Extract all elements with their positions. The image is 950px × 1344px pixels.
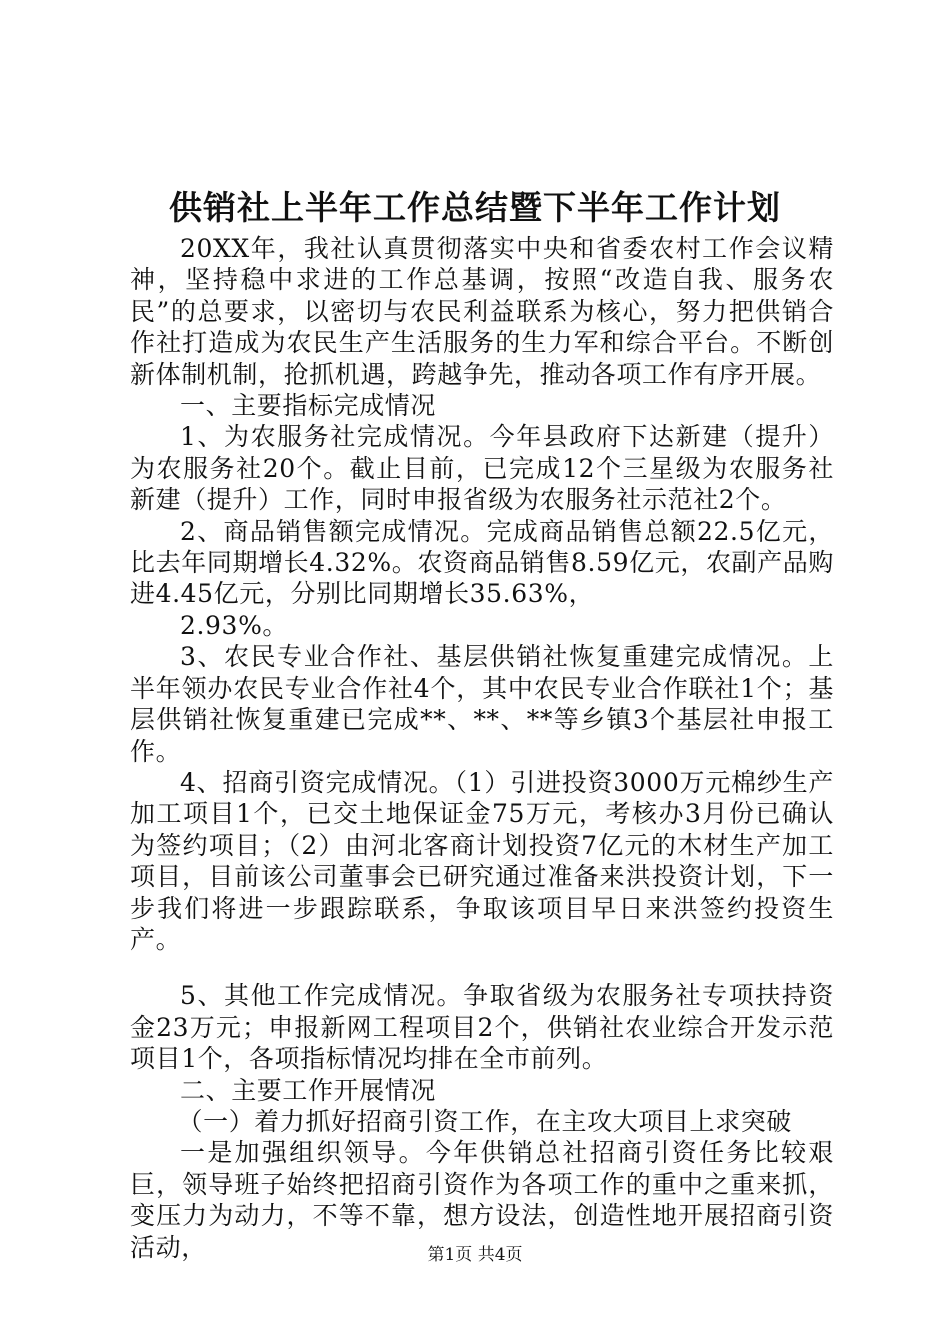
paragraph-item-4: 4、招商引资完成情况。（1）引进投资3000万元棉纱生产加工项目1个，已交土地保证金75万元，考核办3月份已确认为签约项目；（2）由河北客商计划投资7亿元的木材生产加工项目，目前该公司董事会已研究通过准备来洪投资计划，下一步我们将进一步跟踪联系，争取该项目早日来洪签约投资生产。 (130, 767, 834, 954)
document-body (130, 233, 834, 1263)
section-heading-1: 一、主要指标完成情况 (180, 391, 437, 421)
document-title: 供销社上半年工作总结暨下半年工作计划 (169, 188, 781, 227)
paragraph-intro: 20XX年，我社认真贯彻落实中央和省委农村工作会议精神，坚持稳中求进的工作总基调，按照“改造自我、服务农民”的总要求，以密切与农民利益联系为核心，努力把供销合作社打造成为农民生产生活服务的生力军和综合平台。不断创新体制机制，抢抓机遇，跨越争先，推动各项工作有序开展。 (130, 234, 834, 389)
paragraph-item-1: 1、为农服务社完成情况。今年县政府下达新建（提升）为农服务社20个。截止目前，已完成12个三星级为农服务社新建（提升）工作，同时申报省级为农服务社示范社2个。 (130, 422, 834, 515)
page-number-footer: 第1页 共4页 (427, 1245, 523, 1265)
subsection-heading-1: （一）着力抓好招商引资工作，在主攻大项目上求突破 (177, 1106, 792, 1136)
paragraph-item-3: 3、农民专业合作社、基层供销社恢复重建完成情况。上半年领办农民专业合作社4个，其中农民专业合作联社1个；基层供销社恢复重建已完成**、**、**等乡镇3个基层社申报工作。 (130, 642, 834, 766)
paragraph-item-2: 2、商品销售额完成情况。完成商品销售总额22.5亿元，比去年同期增长4.32%。农资商品销售8.59亿元，农副产品购进4.45亿元，分别比同期增长35.63%， (130, 516, 834, 609)
paragraph-item-2-continued: 2.93%。 (180, 610, 289, 640)
paragraph-item-5: 5、其他工作完成情况。争取省级为农服务社专项扶持资金23万元；申报新网工程项目2个，供销社农业综合开发示范项目1个，各项指标情况均排在全市前列。 (130, 981, 834, 1074)
paragraph-point-1: 一是加强组织领导。今年供销总社招商引资任务比较艰巨，领导班子始终把招商引资作为各项工作的重中之重来抓，变压力为动力，不等不靠，想方设法，创造性地开展招商引资活动， (130, 1138, 834, 1262)
section-heading-2: 二、主要工作开展情况 (180, 1075, 437, 1105)
